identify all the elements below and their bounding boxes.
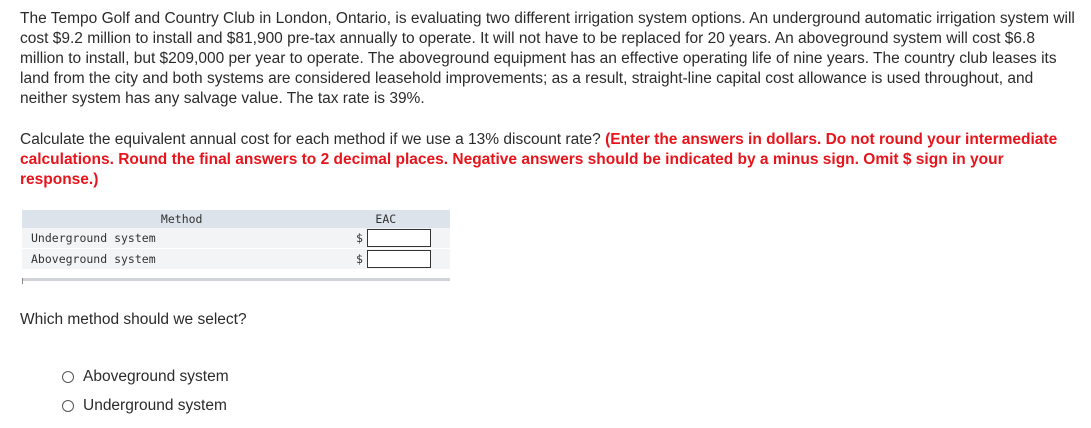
method-label-underground: Underground system <box>22 228 341 249</box>
answer-table <box>22 210 450 269</box>
table-row <box>22 228 450 249</box>
option-aboveground[interactable] <box>62 368 229 386</box>
select-question: Which method should we select? <box>20 311 247 328</box>
question-prompt: Calculate the equivalent annual cost for each method if we use a 13% discount rate? <box>20 131 606 148</box>
table-bottom-rule <box>22 278 450 281</box>
aboveground-eac-input[interactable] <box>367 250 431 268</box>
method-column-header: Method <box>22 210 341 228</box>
option-label: Underground system <box>83 397 227 414</box>
option-underground[interactable] <box>62 397 227 415</box>
method-label-aboveground: Aboveground system <box>22 249 341 270</box>
radio-button-icon[interactable] <box>62 371 74 383</box>
question-text <box>20 130 1075 190</box>
radio-button-icon[interactable] <box>62 400 74 412</box>
dollar-sign: $ <box>341 249 367 270</box>
eac-column-header: EAC <box>341 210 450 228</box>
answer-instructions: (Enter the answers in dollars. Do not round your intermediate calculations. Round the final answers to 2 decimal places. Negative answers should be indicated by a minus sign. Omit $ sign in your response.) <box>20 131 1058 188</box>
underground-eac-input[interactable] <box>367 229 431 247</box>
dollar-sign: $ <box>341 228 367 249</box>
table-rule-tick <box>22 278 23 284</box>
problem-statement: The Tempo Golf and Country Club in London, Ontario, is evaluating two different irrigation system options. An underground automatic irrigation system will cost $9.2 million to install and $81,900 pre-tax annually to operate. It will not have to be replaced for 20 years. An aboveground system will cost $6.8 million to install, but $209,000 per year to operate. The aboveground equipment has an effective operating life of nine years. The country club leases its land from the city and both systems are considered leasehold improvements; as a result, straight-line capital cost allowance is used throughout, and neither system has any salvage value. The tax rate is 39%. <box>20 10 1075 107</box>
table-row <box>22 249 450 270</box>
option-label: Aboveground system <box>83 368 229 385</box>
